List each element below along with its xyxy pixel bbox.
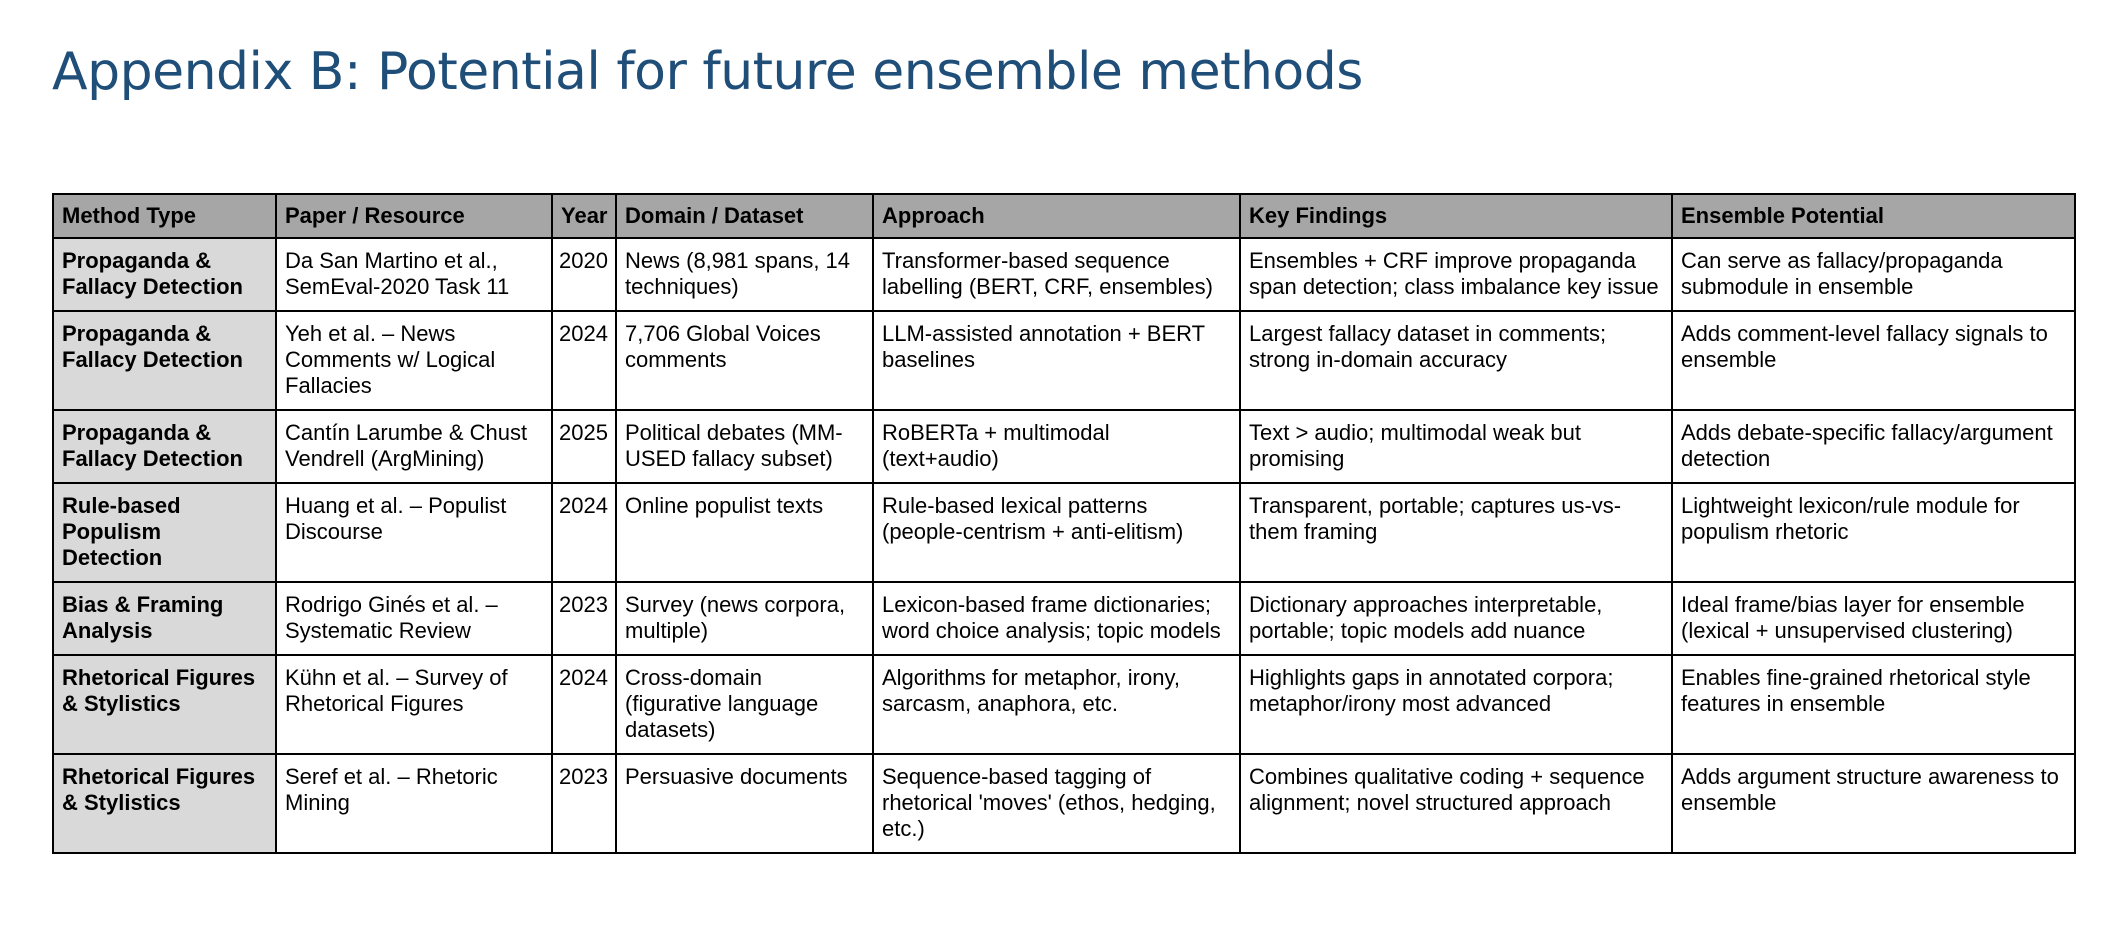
paper-cell: Seref et al. – Rhetoric Mining xyxy=(276,754,552,853)
potential-cell: Adds debate-specific fallacy/argument detection xyxy=(1672,410,2075,483)
year-cell: 2024 xyxy=(552,311,616,410)
year-cell: 2020 xyxy=(552,238,616,311)
year-cell: 2024 xyxy=(552,655,616,754)
header-domain-dataset: Domain / Dataset xyxy=(616,194,873,238)
table-row xyxy=(53,238,2075,311)
approach-cell: Sequence-based tagging of rhetorical 'moves' (ethos, hedging, etc.) xyxy=(873,754,1240,853)
paper-cell: Huang et al. – Populist Discourse xyxy=(276,483,552,582)
header-year: Year xyxy=(552,194,616,238)
appendix-table xyxy=(52,193,2076,854)
domain-cell: Survey (news corpora, multiple) xyxy=(616,582,873,655)
table-row xyxy=(53,410,2075,483)
potential-cell: Can serve as fallacy/propaganda submodule in ensemble xyxy=(1672,238,2075,311)
header-row xyxy=(53,194,2075,238)
approach-cell: Transformer-based sequence labelling (BERT, CRF, ensembles) xyxy=(873,238,1240,311)
header-approach: Approach xyxy=(873,194,1240,238)
findings-cell: Text > audio; multimodal weak but promising xyxy=(1240,410,1672,483)
year-cell: 2023 xyxy=(552,582,616,655)
year-cell: 2024 xyxy=(552,483,616,582)
potential-cell: Adds comment-level fallacy signals to ensemble xyxy=(1672,311,2075,410)
findings-cell: Transparent, portable; captures us-vs-them framing xyxy=(1240,483,1672,582)
method-type-cell: Propaganda & Fallacy Detection xyxy=(53,238,276,311)
approach-cell: Lexicon-based frame dictionaries; word choice analysis; topic models xyxy=(873,582,1240,655)
domain-cell: Political debates (MM-USED fallacy subset) xyxy=(616,410,873,483)
year-cell: 2023 xyxy=(552,754,616,853)
table-row xyxy=(53,483,2075,582)
method-type-cell: Rule-based Populism Detection xyxy=(53,483,276,582)
header-method-type: Method Type xyxy=(53,194,276,238)
table-row xyxy=(53,582,2075,655)
table-row xyxy=(53,655,2075,754)
table-row xyxy=(53,311,2075,410)
header-paper-resource: Paper / Resource xyxy=(276,194,552,238)
table-body xyxy=(53,238,2075,853)
approach-cell: Rule-based lexical patterns (people-centrism + anti-elitism) xyxy=(873,483,1240,582)
findings-cell: Combines qualitative coding + sequence alignment; novel structured approach xyxy=(1240,754,1672,853)
paper-cell: Cantín Larumbe & Chust Vendrell (ArgMining) xyxy=(276,410,552,483)
potential-cell: Lightweight lexicon/rule module for populism rhetoric xyxy=(1672,483,2075,582)
domain-cell: Persuasive documents xyxy=(616,754,873,853)
paper-cell: Da San Martino et al., SemEval-2020 Task 11 xyxy=(276,238,552,311)
approach-cell: Algorithms for metaphor, irony, sarcasm, anaphora, etc. xyxy=(873,655,1240,754)
domain-cell: 7,706 Global Voices comments xyxy=(616,311,873,410)
approach-cell: RoBERTa + multimodal (text+audio) xyxy=(873,410,1240,483)
domain-cell: News (8,981 spans, 14 techniques) xyxy=(616,238,873,311)
domain-cell: Online populist texts xyxy=(616,483,873,582)
method-type-cell: Rhetorical Figures & Stylistics xyxy=(53,655,276,754)
page-title: Appendix B: Potential for future ensemble methods xyxy=(52,42,1363,102)
potential-cell: Ideal frame/bias layer for ensemble (lexical + unsupervised clustering) xyxy=(1672,582,2075,655)
method-type-cell: Bias & Framing Analysis xyxy=(53,582,276,655)
findings-cell: Ensembles + CRF improve propaganda span detection; class imbalance key issue xyxy=(1240,238,1672,311)
year-cell: 2025 xyxy=(552,410,616,483)
table-row xyxy=(53,754,2075,853)
findings-cell: Highlights gaps in annotated corpora; metaphor/irony most advanced xyxy=(1240,655,1672,754)
paper-cell: Yeh et al. – News Comments w/ Logical Fallacies xyxy=(276,311,552,410)
paper-cell: Rodrigo Ginés et al. – Systematic Review xyxy=(276,582,552,655)
method-type-cell: Propaganda & Fallacy Detection xyxy=(53,410,276,483)
paper-cell: Kühn et al. – Survey of Rhetorical Figures xyxy=(276,655,552,754)
findings-cell: Dictionary approaches interpretable, portable; topic models add nuance xyxy=(1240,582,1672,655)
header-ensemble-potential: Ensemble Potential xyxy=(1672,194,2075,238)
potential-cell: Adds argument structure awareness to ensemble xyxy=(1672,754,2075,853)
approach-cell: LLM-assisted annotation + BERT baselines xyxy=(873,311,1240,410)
header-key-findings: Key Findings xyxy=(1240,194,1672,238)
domain-cell: Cross-domain (figurative language datasets) xyxy=(616,655,873,754)
method-type-cell: Propaganda & Fallacy Detection xyxy=(53,311,276,410)
potential-cell: Enables fine-grained rhetorical style features in ensemble xyxy=(1672,655,2075,754)
findings-cell: Largest fallacy dataset in comments; strong in-domain accuracy xyxy=(1240,311,1672,410)
table-header xyxy=(53,194,2075,238)
method-type-cell: Rhetorical Figures & Stylistics xyxy=(53,754,276,853)
